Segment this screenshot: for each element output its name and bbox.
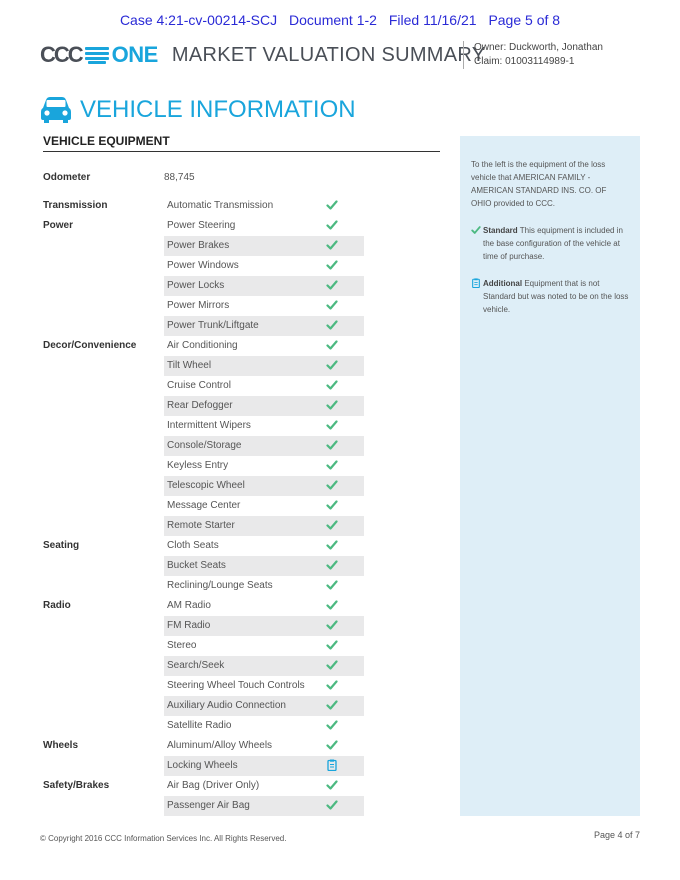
equipment-item: Tilt Wheel bbox=[167, 360, 212, 371]
equipment-item: Passenger Air Bag bbox=[167, 800, 250, 811]
equipment-category: Decor/Convenience bbox=[43, 340, 137, 351]
equipment-item: Auxiliary Audio Connection bbox=[167, 700, 286, 711]
check-icon bbox=[326, 259, 338, 271]
equipment-item: Power Windows bbox=[167, 260, 239, 271]
odometer-value: 88,745 bbox=[164, 172, 195, 183]
equipment-row bbox=[43, 456, 373, 476]
check-icon bbox=[326, 359, 338, 371]
section-title: VEHICLE INFORMATION bbox=[80, 96, 356, 123]
equipment-row bbox=[43, 576, 373, 596]
check-icon bbox=[326, 339, 338, 351]
case-header bbox=[0, 12, 680, 28]
check-icon bbox=[326, 799, 338, 811]
equipment-item: Keyless Entry bbox=[167, 460, 229, 471]
equipment-item: Rear Defogger bbox=[167, 400, 233, 411]
legend-additional-label: Additional bbox=[483, 279, 523, 288]
document-title: MARKET VALUATION SUMMARY bbox=[171, 43, 486, 66]
equipment-item: Locking Wheels bbox=[167, 760, 238, 771]
equipment-row bbox=[43, 496, 373, 516]
equipment-item: Search/Seek bbox=[167, 660, 225, 671]
equipment-item: Satellite Radio bbox=[167, 720, 232, 731]
brand-header bbox=[40, 40, 485, 70]
check-icon bbox=[326, 719, 338, 731]
equipment-row bbox=[43, 416, 373, 436]
check-icon bbox=[326, 499, 338, 511]
legend-additional-text: Equipment that is not Standard but was noted to be on the loss vehicle. bbox=[483, 279, 629, 314]
equipment-row bbox=[43, 736, 373, 756]
check-icon bbox=[326, 219, 338, 231]
copyright: © Copyright 2016 CCC Information Services Inc. All Rights Reserved. bbox=[40, 834, 287, 843]
equipment-row bbox=[43, 796, 373, 816]
legend-intro: To the left is the equipment of the loss vehicle that AMERICAN FAMILY - AMERICAN STANDARD INS. CO. OF OHIO provided to CCC. bbox=[471, 160, 607, 208]
equipment-row bbox=[43, 536, 373, 556]
equipment-row bbox=[43, 216, 373, 236]
equipment-row bbox=[43, 276, 373, 296]
equipment-item: Cloth Seats bbox=[167, 540, 219, 551]
equipment-row bbox=[43, 756, 373, 776]
clipboard-icon bbox=[326, 759, 338, 771]
equipment-row bbox=[43, 556, 373, 576]
equipment-row bbox=[43, 196, 373, 216]
equipment-category: Safety/Brakes bbox=[43, 780, 110, 791]
equipment-row bbox=[43, 776, 373, 796]
equipment-row bbox=[43, 516, 373, 536]
case-number: Case 4:21-cv-00214-SCJ bbox=[119, 12, 278, 28]
equipment-item: AM Radio bbox=[167, 600, 211, 611]
check-icon bbox=[326, 539, 338, 551]
equipment-item: Automatic Transmission bbox=[167, 200, 274, 211]
claim-number: Claim: 01003114989-1 bbox=[474, 56, 575, 67]
owner-claim-block bbox=[463, 41, 603, 69]
equipment-row bbox=[43, 296, 373, 316]
case-page-number: Page 5 of 8 bbox=[488, 12, 561, 28]
check-icon bbox=[326, 459, 338, 471]
check-icon bbox=[326, 619, 338, 631]
check-icon bbox=[326, 679, 338, 691]
equipment-item: Power Locks bbox=[167, 280, 225, 291]
equipment-row bbox=[43, 716, 373, 736]
page-number: Page 4 of 7 bbox=[594, 830, 641, 840]
equipment-item: Intermittent Wipers bbox=[167, 420, 251, 431]
equipment-category: Wheels bbox=[43, 740, 79, 751]
check-icon bbox=[326, 739, 338, 751]
equipment-row bbox=[43, 256, 373, 276]
filed-date: Filed 11/16/21 bbox=[388, 12, 477, 28]
equipment-row bbox=[43, 356, 373, 376]
check-icon bbox=[326, 399, 338, 411]
equipment-item: Console/Storage bbox=[167, 440, 242, 451]
equipment-row bbox=[43, 336, 373, 356]
equipment-row bbox=[43, 596, 373, 616]
check-icon bbox=[326, 379, 338, 391]
equipment-item: Power Mirrors bbox=[167, 300, 230, 311]
equipment-row bbox=[43, 316, 373, 336]
equipment-item: Steering Wheel Touch Controls bbox=[167, 680, 305, 691]
equipment-item: Reclining/Lounge Seats bbox=[167, 580, 273, 591]
equipment-item: Telescopic Wheel bbox=[167, 480, 245, 491]
equipment-row bbox=[43, 236, 373, 256]
logo-one-text: ONE bbox=[111, 42, 158, 67]
odometer-label: Odometer bbox=[43, 172, 91, 183]
check-icon bbox=[326, 419, 338, 431]
document-number: Document 1-2 bbox=[289, 12, 377, 28]
check-icon bbox=[326, 599, 338, 611]
equipment-row bbox=[43, 676, 373, 696]
check-icon bbox=[326, 519, 338, 531]
equipment-item: Cruise Control bbox=[167, 380, 231, 391]
logo-stripes-icon bbox=[85, 46, 109, 64]
equipment-list bbox=[43, 170, 373, 816]
check-icon bbox=[326, 239, 338, 251]
equipment-category: Transmission bbox=[43, 200, 108, 211]
check-icon bbox=[326, 479, 338, 491]
equipment-item: Air Conditioning bbox=[167, 340, 238, 351]
equipment-row bbox=[43, 656, 373, 676]
equipment-legend-panel bbox=[460, 136, 640, 816]
equipment-row bbox=[43, 616, 373, 636]
check-icon bbox=[326, 279, 338, 291]
equipment-row bbox=[43, 476, 373, 496]
equipment-row bbox=[43, 636, 373, 656]
check-icon bbox=[326, 559, 338, 571]
equipment-row bbox=[43, 696, 373, 716]
check-icon bbox=[326, 299, 338, 311]
legend-standard-label: Standard bbox=[483, 226, 518, 235]
equipment-item: Stereo bbox=[167, 640, 197, 651]
equipment-item: Remote Starter bbox=[167, 520, 235, 531]
check-icon bbox=[326, 699, 338, 711]
equipment-category: Radio bbox=[43, 600, 71, 611]
legend-standard-text: This equipment is included in the base configuration of the vehicle at time of purchase. bbox=[483, 226, 623, 261]
check-icon bbox=[326, 319, 338, 331]
equipment-row bbox=[43, 396, 373, 416]
equipment-category: Seating bbox=[43, 540, 80, 551]
equipment-row bbox=[43, 376, 373, 396]
odometer-row bbox=[43, 170, 373, 196]
check-icon bbox=[326, 439, 338, 451]
equipment-item: Power Steering bbox=[167, 220, 236, 231]
check-icon bbox=[326, 199, 338, 211]
check-icon bbox=[326, 779, 338, 791]
check-icon bbox=[471, 225, 481, 235]
legend-additional bbox=[471, 277, 629, 316]
subsection-title: VEHICLE EQUIPMENT bbox=[43, 134, 440, 152]
equipment-item: Aluminum/Alloy Wheels bbox=[167, 740, 273, 751]
equipment-item: Power Brakes bbox=[167, 240, 230, 251]
equipment-row bbox=[43, 436, 373, 456]
equipment-item: FM Radio bbox=[167, 620, 211, 631]
equipment-category: Power bbox=[43, 220, 74, 231]
check-icon bbox=[326, 579, 338, 591]
logo-ccc-text: CCC bbox=[40, 42, 82, 67]
equipment-item: Message Center bbox=[167, 500, 241, 511]
legend-standard bbox=[471, 224, 629, 263]
section-header bbox=[40, 96, 356, 124]
owner-name: Owner: Duckworth, Jonathan bbox=[474, 42, 603, 53]
car-icon bbox=[40, 96, 72, 124]
check-icon bbox=[326, 639, 338, 651]
check-icon bbox=[326, 659, 338, 671]
equipment-item: Air Bag (Driver Only) bbox=[167, 780, 260, 791]
clipboard-icon bbox=[471, 278, 481, 288]
ccc-one-logo bbox=[40, 40, 158, 70]
equipment-item: Bucket Seats bbox=[167, 560, 226, 571]
equipment-item: Power Trunk/Liftgate bbox=[167, 320, 259, 331]
